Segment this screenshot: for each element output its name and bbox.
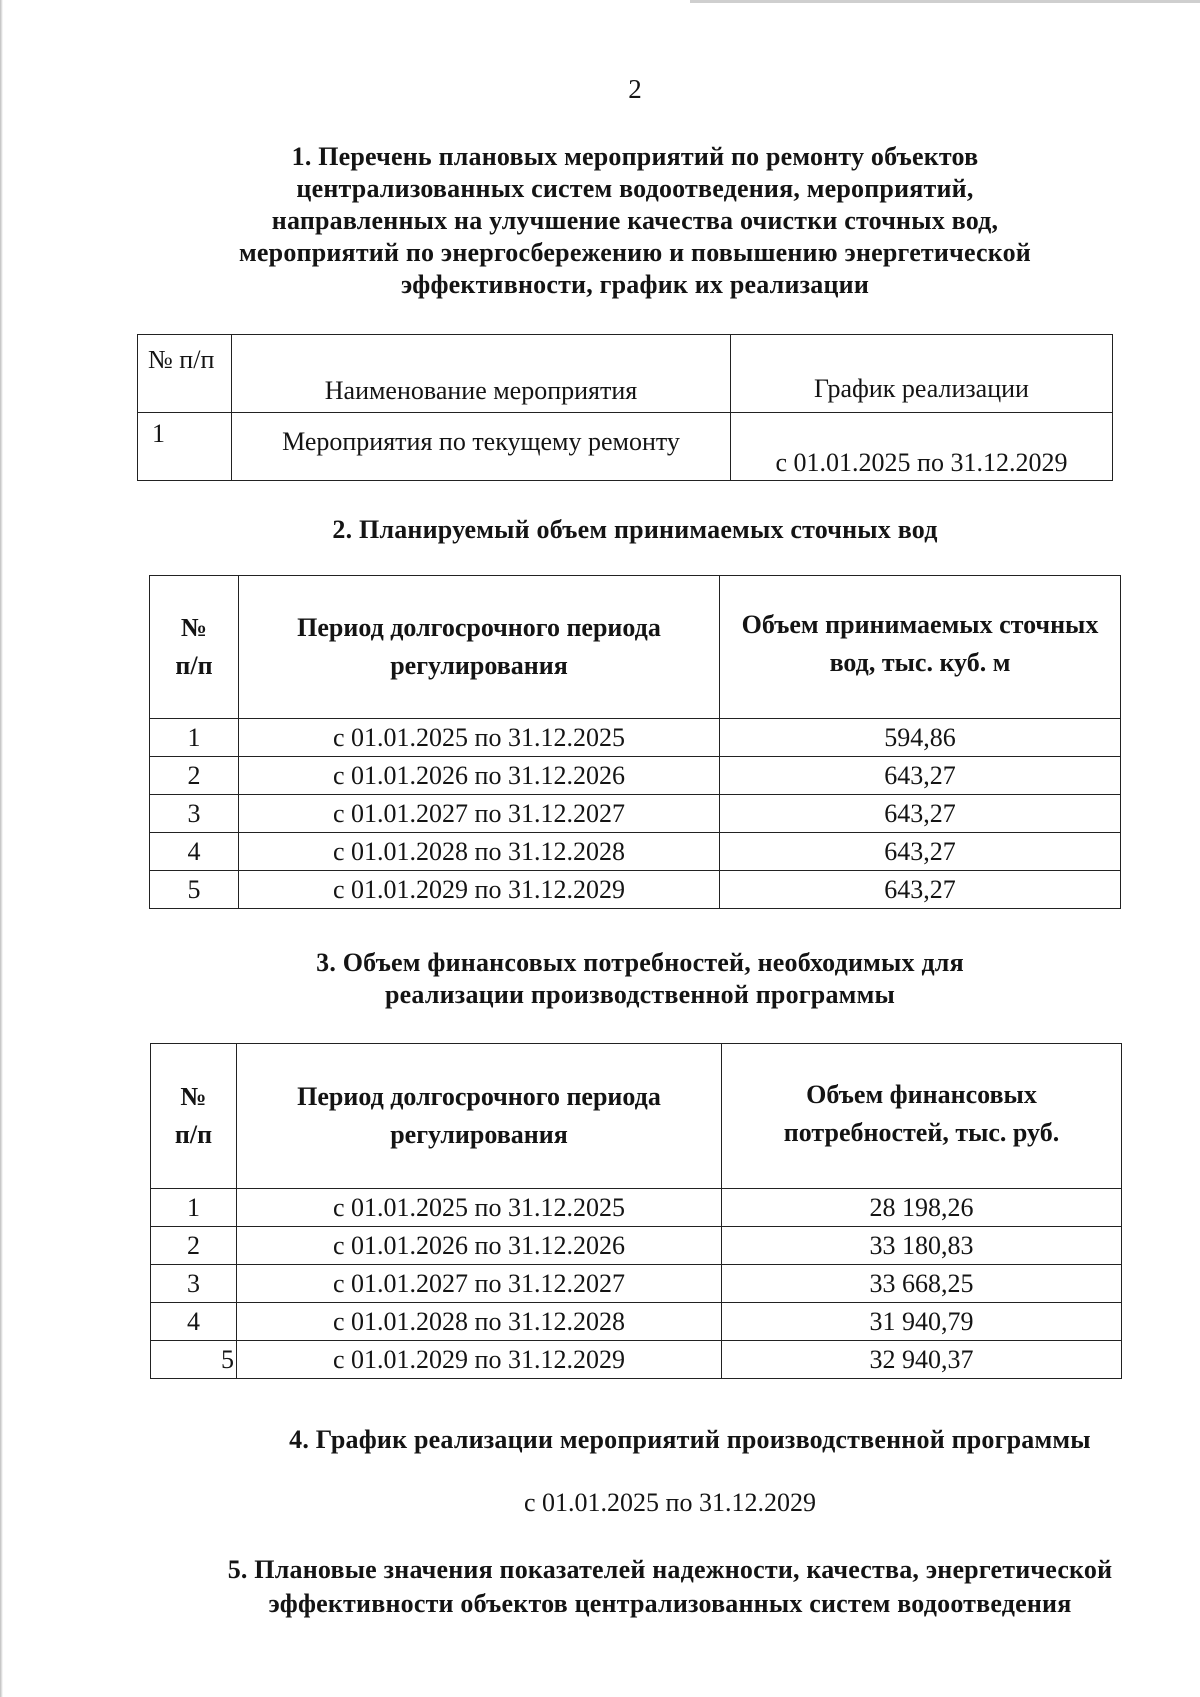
table-row [150, 719, 1121, 757]
section4-period: с 01.01.2025 по 31.12.2029 [524, 1488, 816, 1517]
section4-title: 4. График реализации мероприятий производственной программы [289, 1425, 1091, 1454]
row-number: 2 [151, 1227, 237, 1265]
row-period: с 01.01.2027 по 31.12.2027 [239, 795, 720, 833]
header-activity-name: Наименование мероприятия [232, 335, 731, 413]
row-volume: 643,27 [720, 795, 1121, 833]
row-number: 3 [150, 795, 239, 833]
row-number: 1 [150, 719, 239, 757]
table-row [150, 871, 1121, 909]
row-number: 4 [151, 1303, 237, 1341]
row-number: 2 [150, 757, 239, 795]
row-number: 3 [151, 1265, 237, 1303]
table-row [151, 1265, 1122, 1303]
page-top-shadow [690, 0, 1200, 3]
table-row [150, 757, 1121, 795]
header-period: Период долгосрочного периода регулирования [237, 1044, 722, 1189]
section2-title: 2. Планируемый объем принимаемых сточных вод [332, 515, 938, 544]
row-period: с 01.01.2027 по 31.12.2027 [237, 1265, 722, 1303]
row-financial-needs: 28 198,26 [722, 1189, 1122, 1227]
section5-title: 5. Плановые значения показателей надежности, качества, энергетической эффективности объектов централизованных систем водоотведения [227, 1555, 1113, 1618]
header-financial-needs: Объем финансовых потребностей, тыс. руб. [722, 1044, 1122, 1189]
table-header-row [150, 576, 1121, 719]
row-number: 1 [151, 1189, 237, 1227]
row-number: 5 [151, 1341, 237, 1379]
row-financial-needs: 33 180,83 [722, 1227, 1122, 1265]
table-row [151, 1341, 1122, 1379]
row-financial-needs: 33 668,25 [722, 1265, 1122, 1303]
table-row [150, 833, 1121, 871]
table-row [150, 795, 1121, 833]
header-number: № п/п [150, 576, 239, 719]
row-schedule: с 01.01.2025 по 31.12.2029 [731, 413, 1113, 481]
wastewater-volume-table [149, 575, 1121, 909]
row-financial-needs: 32 940,37 [722, 1341, 1122, 1379]
table-row [151, 1303, 1122, 1341]
row-period: с 01.01.2026 по 31.12.2026 [239, 757, 720, 795]
header-number: № п/п [138, 335, 232, 413]
row-volume: 643,27 [720, 871, 1121, 909]
row-period: с 01.01.2026 по 31.12.2026 [237, 1227, 722, 1265]
row-number: 5 [150, 871, 239, 909]
table-row [151, 1227, 1122, 1265]
page-edge-shadow [0, 0, 3, 1697]
header-schedule: График реализации [731, 335, 1113, 413]
activities-table [137, 334, 1113, 481]
section1-title: 1. Перечень плановых мероприятий по ремонту объектов централизованных систем водоотведения, мероприятий, направленных на улучшение качества очистки сточных вод, мероприятий по энергосбережению и повышению энергетической эффективности, график их реализации [239, 142, 1031, 299]
table-row [138, 413, 1113, 481]
table-row [151, 1189, 1122, 1227]
header-volume: Объем принимаемых сточных вод, тыс. куб. м [720, 576, 1121, 719]
row-period: с 01.01.2029 по 31.12.2029 [237, 1341, 722, 1379]
page-number: 2 [628, 74, 642, 104]
row-period: с 01.01.2025 по 31.12.2025 [239, 719, 720, 757]
row-period: с 01.01.2025 по 31.12.2025 [237, 1189, 722, 1227]
section3-title: 3. Объем финансовых потребностей, необходимых для реализации производственной программы [316, 948, 964, 1009]
row-activity-name: Мероприятия по текущему ремонту [232, 413, 731, 481]
row-period: с 01.01.2028 по 31.12.2028 [237, 1303, 722, 1341]
row-number: 1 [138, 413, 232, 481]
header-number: № п/п [151, 1044, 237, 1189]
table-header-row [138, 335, 1113, 413]
row-number: 4 [150, 833, 239, 871]
row-period: с 01.01.2028 по 31.12.2028 [239, 833, 720, 871]
financial-needs-table [150, 1043, 1122, 1379]
header-period: Период долгосрочного периода регулирования [239, 576, 720, 719]
table-header-row [151, 1044, 1122, 1189]
row-volume: 594,86 [720, 719, 1121, 757]
row-volume: 643,27 [720, 757, 1121, 795]
row-financial-needs: 31 940,79 [722, 1303, 1122, 1341]
row-volume: 643,27 [720, 833, 1121, 871]
row-period: с 01.01.2029 по 31.12.2029 [239, 871, 720, 909]
